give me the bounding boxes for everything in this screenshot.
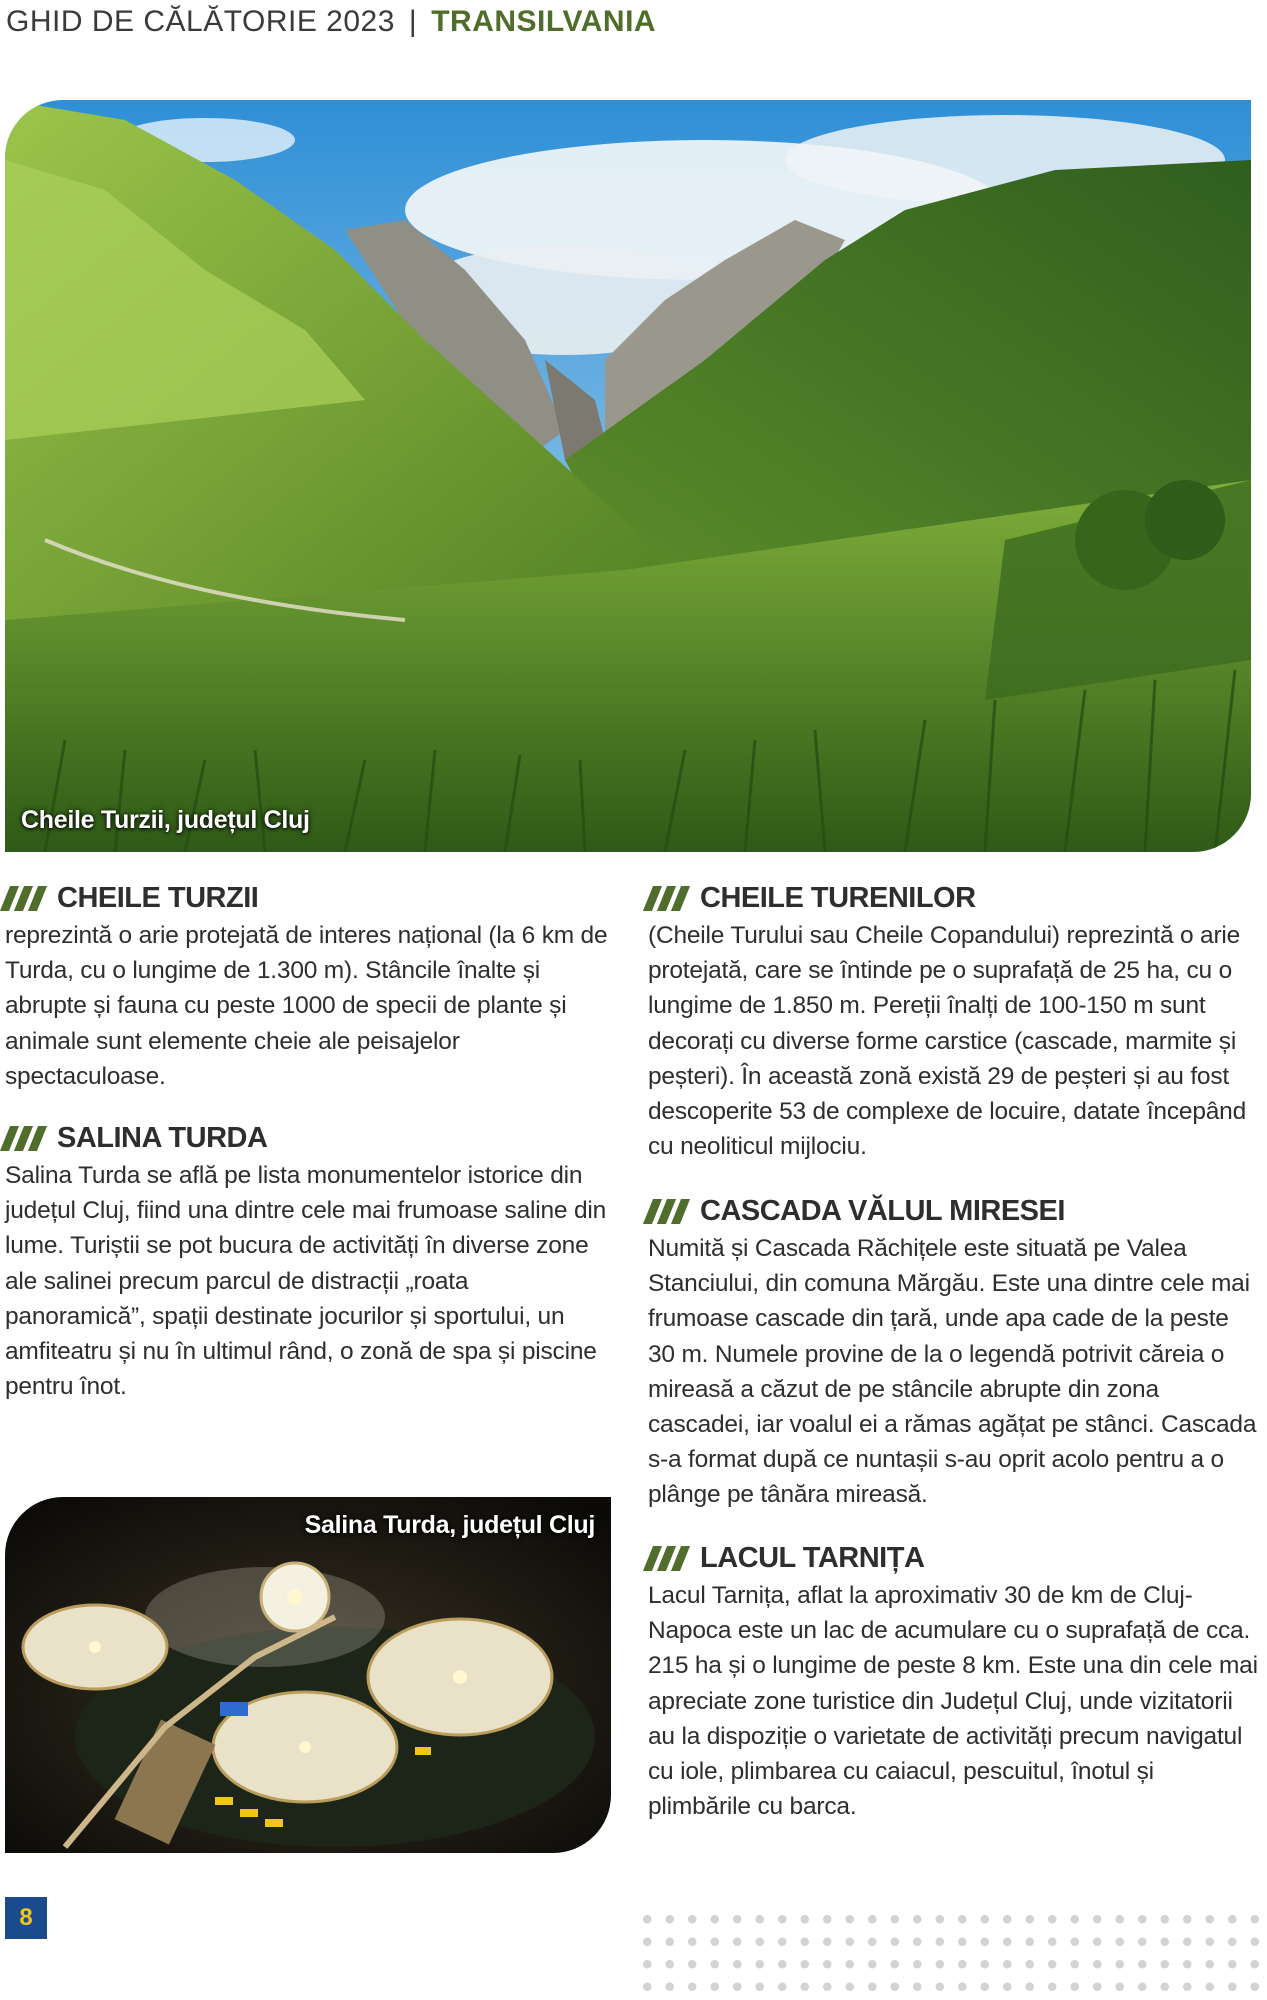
section-cheile-turenilor [648,880,1260,1164]
slash-bullet-icon [5,1126,47,1151]
section-body: reprezintă o arie protejată de interes național (la 6 km de Turda, cu o lungime de 1.300 m). Stâncile înalte și abrupte și fauna cu peste 1000 de specii de plante și animale sunt elemente cheie ale peisajelor spectaculoase. [5,922,608,1090]
section-body: Numită și Cascada Răchițele este situată pe Valea Stanciului, din comuna Mărgău. Este una dintre cele mai frumoase cascade din țară, unde apa cade de la peste 30 m. Numele provine de la o legendă potrivit căreia o mireasă a căzut de pe stâncile abrupte din zona cascadei, iar voalul ei a rămas agățat pe stânci. Cascada s-a format după ce nuntașii s-au oprit acolo pentru a o plânge pe tânăra mireasă. [648,1235,1257,1509]
running-header [6,4,656,40]
slash-bullet-icon [5,886,47,911]
salina-turda-photo [5,1497,611,1853]
section-lacul-tarnita [648,1540,1260,1824]
section-body: Salina Turda se află pe lista monumentelor istorice din județul Cluj, fiind una dintre cele mai frumoase saline din lume. Turiștii se pot bucura de activități în diverse zone ale salinei precum parcul de distracții „roata panoramică”, spații destinate jocurilor și sportului, un amfiteatru și nu în ultimul rând, o zonă de spa și piscine pentru înot. [5,1162,607,1401]
page-number: 8 [5,1897,47,1939]
slash-bullet-icon [648,1199,690,1224]
salina-photo-caption: Salina Turda, județul Cluj [304,1511,595,1539]
slash-bullet-icon [648,886,690,911]
dot-pattern-decoration [636,1908,1261,1998]
section-title: CHEILE TURENILOR [700,881,976,914]
guide-title: GHID DE CĂLĂTORIE 2023 [6,5,395,38]
header-separator: | [408,5,418,38]
section-heading [648,1193,1260,1229]
gorge-landscape-illustration [5,100,1251,852]
section-heading [648,1540,1260,1576]
section-title: LACUL TARNIȚA [700,1541,925,1574]
section-title: CASCADA VĂLUL MIRESEI [700,1194,1065,1227]
salt-mine-illustration [5,1497,611,1853]
cheile-turzii-photo [5,100,1251,852]
section-heading [648,880,1260,916]
section-heading [5,880,610,916]
section-cheile-turzii [5,880,610,1094]
section-salina-turda [5,1120,610,1404]
region-title: TRANSILVANIA [431,5,657,38]
section-title: SALINA TURDA [57,1121,268,1154]
slash-bullet-icon [648,1546,690,1571]
hero-photo-caption: Cheile Turzii, județul Cluj [21,806,310,834]
section-body: Lacul Tarnița, aflat la aproximativ 30 de km de Cluj-Napoca este un lac de acumulare cu o suprafață de cca. 215 ha și o lungime de peste 8 km. Este una din cele mai apreciate zone turistice din Județul Cluj, unde vizitatorii au la dispoziție o varietate de activități precum navigatul cu iole, plimbarea cu caiacul, pescuitul, înotul și plimbările cu barca. [648,1582,1258,1821]
section-cascada-valul-miresei [648,1193,1260,1513]
section-title: CHEILE TURZII [57,881,259,914]
section-body: (Cheile Turului sau Cheile Copandului) reprezintă o arie protejată, care se întinde pe o suprafață de 25 ha, cu o lungime de 1.850 m. Pereții înalți de 100-150 m sunt decorați cu diverse forme carstice (cascade, marmite și peșteri). În această zonă există 29 de peșteri și au fost descoperite 53 de complexe de locuire, datate începând cu neoliticul mijlociu. [648,922,1247,1161]
section-heading [5,1120,610,1156]
